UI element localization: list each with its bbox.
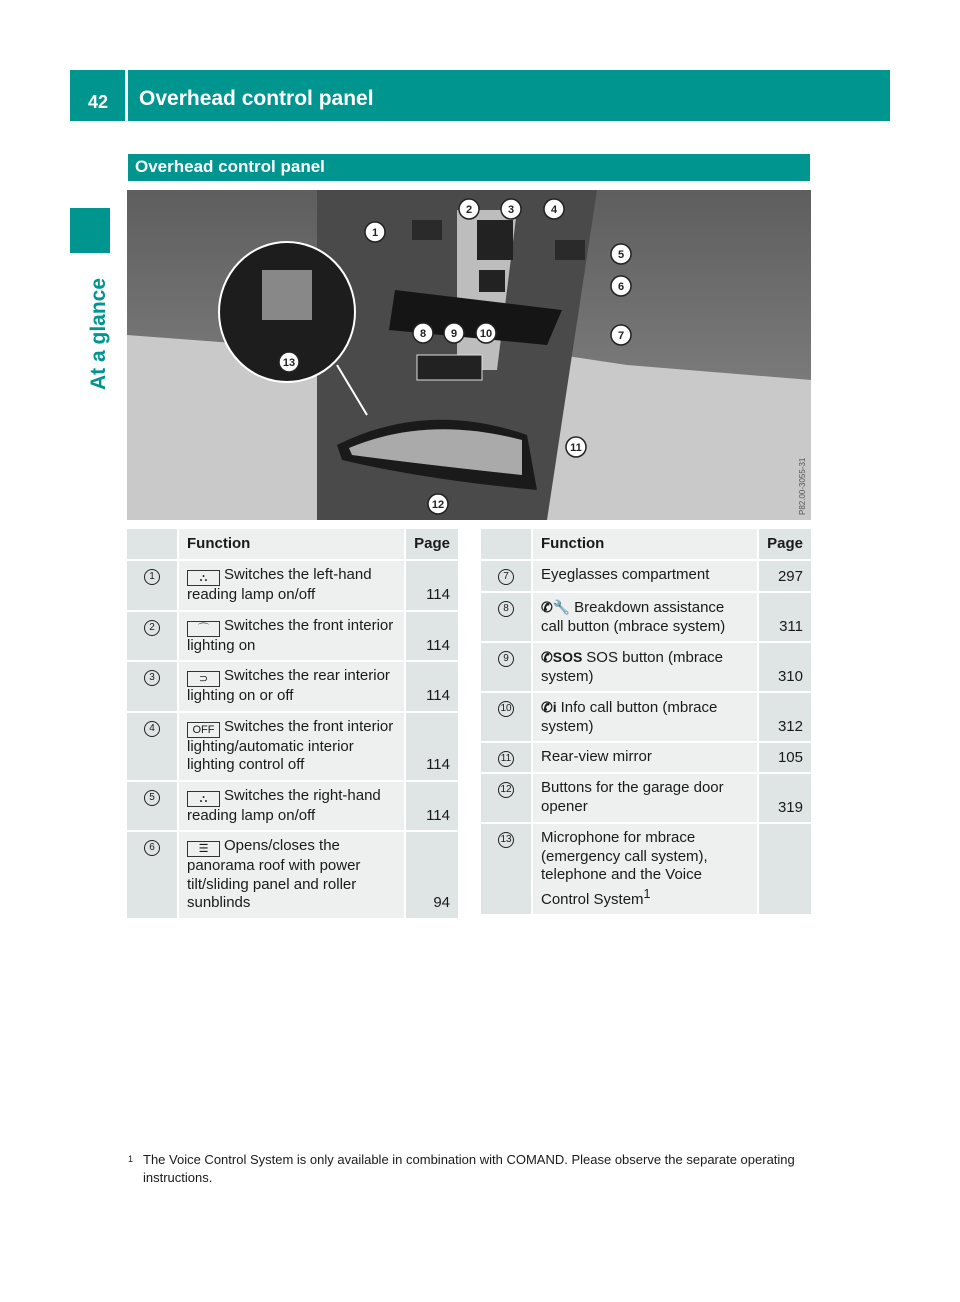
function-text: Eyeglasses compartment	[541, 566, 710, 583]
item-number: 12	[498, 782, 514, 798]
section-title: Overhead control panel	[128, 154, 810, 181]
table-row	[481, 592, 811, 642]
function-text: Info call button (mbrace system)	[541, 699, 718, 735]
item-number: 2	[144, 620, 160, 636]
function-text: Switches the front interior lighting/automatic interior lighting control off	[187, 717, 394, 773]
page-ref: 114	[405, 661, 458, 712]
page-ref: 310	[758, 642, 811, 692]
function-text: Switches the rear interior lighting on or off	[187, 667, 390, 704]
item-number: 6	[144, 840, 160, 856]
svg-text:1: 1	[371, 227, 379, 239]
svg-text:3: 3	[507, 204, 515, 216]
callout-1	[365, 222, 385, 242]
function-table-left	[127, 529, 458, 920]
page-ref: 319	[758, 773, 811, 823]
table-row	[481, 773, 811, 823]
callout-10	[476, 323, 496, 343]
item-number: 7	[498, 569, 514, 585]
callout-5	[611, 244, 631, 264]
svg-text:7: 7	[617, 330, 625, 342]
item-number: 11	[498, 751, 514, 767]
function-text: Switches the front interior lighting on	[187, 616, 394, 654]
table-row	[481, 692, 811, 742]
function-text: SOS button (mbrace system)	[541, 649, 724, 685]
page-ref: 114	[405, 781, 458, 832]
figure-code: P82.00-3055-31	[798, 457, 807, 515]
function-text: Switches the right-hand reading lamp on/off	[187, 786, 381, 824]
item-number: 13	[498, 832, 514, 848]
item-number: 10	[498, 701, 514, 717]
item-number: 8	[498, 601, 514, 617]
item-number: 5	[144, 790, 160, 806]
function-text: Buttons for the garage door opener	[541, 779, 724, 815]
callout-2	[459, 199, 479, 219]
function-text: Switches the left-hand reading lamp on/off	[187, 566, 372, 603]
section-tab-label: At a glance	[87, 277, 110, 390]
front-interior-light-icon: ⌒	[187, 621, 220, 637]
callout-7	[611, 325, 631, 345]
function-text: Breakdown assistance call button (mbrace system)	[541, 599, 726, 635]
reading-lamp-icon: ⛬	[187, 791, 220, 807]
page-ref: 94	[405, 831, 458, 919]
footnote: 1 The Voice Control System is only available in combination with COMAND. Please observe the separate operating instructions.	[128, 1152, 795, 1185]
page-ref: 312	[758, 692, 811, 742]
reading-lamp-icon: ⛬	[187, 570, 220, 586]
item-number: 4	[144, 721, 160, 737]
table-row	[127, 781, 458, 832]
callout-12	[428, 494, 448, 514]
svg-text:12: 12	[431, 499, 445, 511]
item-number: 9	[498, 651, 514, 667]
callout-13	[279, 352, 299, 372]
page-ref: 105	[758, 742, 811, 773]
table-row	[127, 712, 458, 781]
svg-text:6: 6	[617, 281, 625, 293]
table-row	[481, 642, 811, 692]
page-number: 42	[70, 70, 125, 121]
callout-4	[544, 199, 564, 219]
footnote-ref: 1	[643, 886, 651, 901]
svg-text:11: 11	[570, 442, 582, 454]
callout-9	[444, 323, 464, 343]
function-text: Microphone for mbrace (emergency call system), telephone and the Voice Control System	[541, 829, 708, 908]
col-function: Function	[178, 529, 405, 560]
info-call-icon: ✆i	[541, 699, 557, 715]
col-function: Function	[532, 529, 758, 560]
table-row	[127, 661, 458, 712]
breakdown-call-icon: ✆🔧	[541, 599, 571, 615]
table-row	[127, 611, 458, 662]
svg-text:8: 8	[419, 328, 427, 340]
function-text: Rear-view mirror	[541, 748, 652, 765]
table-row	[127, 831, 458, 919]
page-ref: 114	[405, 560, 458, 611]
item-number: 1	[144, 569, 160, 585]
page-ref: 114	[405, 712, 458, 781]
table-row	[481, 742, 811, 773]
rear-interior-light-icon: ⊃	[187, 671, 220, 687]
page-ref: 297	[758, 560, 811, 592]
page-ref: 311	[758, 592, 811, 642]
svg-text:5: 5	[617, 249, 625, 261]
function-text: Opens/closes the panorama roof with power tilt/sliding panel and roller sunblinds	[187, 837, 361, 911]
table-row	[127, 560, 458, 611]
page-ref: 114	[405, 611, 458, 662]
callout-8	[413, 323, 433, 343]
page-header-title: Overhead control panel	[128, 70, 890, 121]
table-row	[481, 823, 811, 915]
svg-text:10: 10	[479, 328, 493, 340]
callout-11	[566, 437, 586, 457]
callout-6	[611, 276, 631, 296]
callout-3	[501, 199, 521, 219]
svg-text:4: 4	[550, 204, 558, 216]
svg-text:9: 9	[450, 328, 458, 340]
panorama-roof-icon: ☰	[187, 841, 220, 857]
item-number: 3	[144, 670, 160, 686]
sos-icon: ✆SOS	[541, 649, 583, 665]
table-row	[481, 560, 811, 592]
svg-text:2: 2	[465, 204, 473, 216]
function-table-right	[481, 529, 811, 916]
overhead-panel-photo	[127, 190, 811, 520]
page-ref	[758, 823, 811, 915]
col-page: Page	[405, 529, 458, 560]
svg-text:13: 13	[282, 357, 296, 369]
col-page: Page	[758, 529, 811, 560]
interior-light-off-icon: OFF	[187, 722, 220, 738]
